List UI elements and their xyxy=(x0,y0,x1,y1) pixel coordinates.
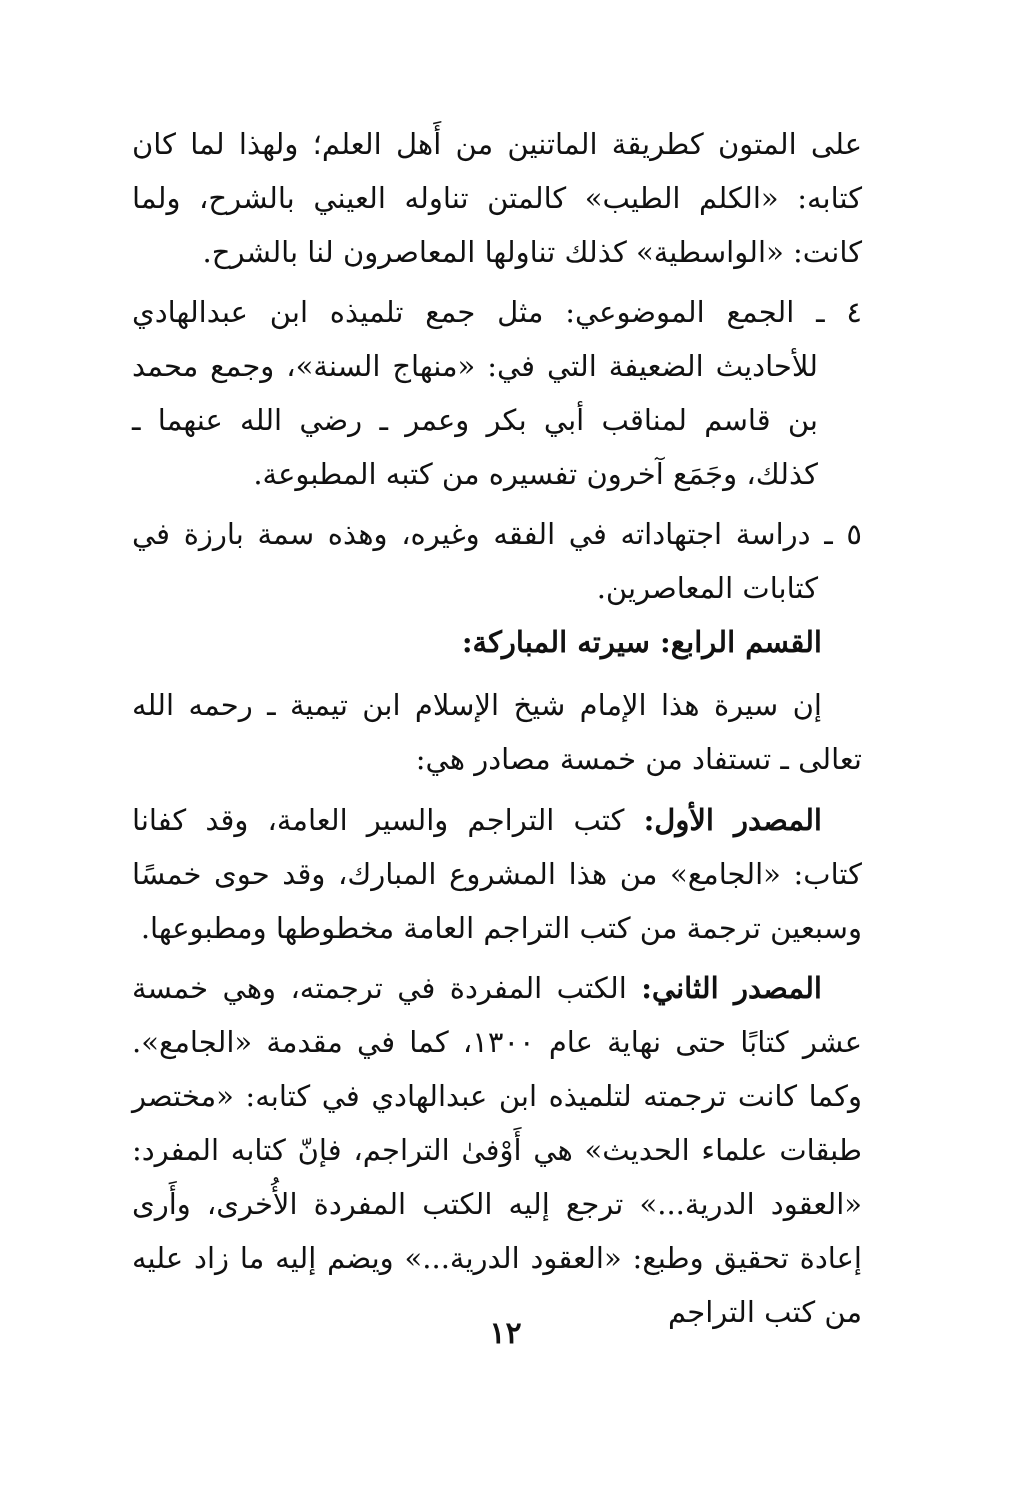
source-label: المصدر الثاني: xyxy=(641,971,822,1005)
source-label: المصدر الأول: xyxy=(643,803,822,837)
list-item-text: ٤ ـ الجمع الموضوعي: مثل جمع تلميذه ابن عبدالهادي للأحاديث الضعيفة التي في: «منهاج السنة»، وجمع محمد بن قاسم لمناقب أبي بكر وعمر ـ رضي الله عنهما ـ كذلك، وجَمَع آخرون تفسيره من كتبه المطبوعة. xyxy=(132,295,862,491)
list-item-4 xyxy=(132,285,862,501)
paragraph-text: إن سيرة هذا الإمام شيخ الإسلام ابن تيمية ـ رحمه الله تعالى ـ تستفاد من خمسة مصادر هي: xyxy=(132,688,862,776)
page-number: ١٢ xyxy=(489,1316,522,1351)
paragraph-body xyxy=(132,961,862,1339)
paragraph-intro xyxy=(132,678,862,786)
list-item-text: ٥ ـ دراسة اجتهاداته في الفقه وغيره، وهذه سمة بارزة في كتابات المعاصرين. xyxy=(132,517,862,605)
list-item-5 xyxy=(132,507,862,615)
source-text: كتب التراجم والسير العامة، وقد كفانا كتاب: «الجامع» من هذا المشروع المبارك، وقد حوى خمسًا وسبعين ترجمة من كتب التراجم العامة مخطوطها ومطبوعها. xyxy=(132,803,862,945)
paragraph-source-1 xyxy=(132,793,862,955)
paragraph-body xyxy=(132,793,862,955)
paragraph-text: على المتون كطريقة الماتنين من أَهل العلم؛ ولهذا لما كان كتابه: «الكلم الطيب» كالمتن تناوله العيني بالشرح، ولما كانت: «الواسطية» كذلك تناولها المعاصرون لنا بالشرح. xyxy=(132,127,862,269)
paragraph-continuation xyxy=(132,117,862,279)
section-heading xyxy=(132,615,862,669)
section-heading-text: القسم الرابع: سيرته المباركة: xyxy=(461,625,822,659)
source-text: الكتب المفردة في ترجمته، وهي خمسة عشر كتابًا حتى نهاية عام ١٣٠٠، كما في مقدمة «الجامع». وكما كانت ترجمته لتلميذه ابن عبدالهادي في كتابه: «مختصر طبقات علماء الحديث» هي أَوْفىٰ التراجم، فإنّ كتابه المفرد: «العقود الدرية...» ترجع إليه الكتب المفردة الأُخرى، وأَرى إعادة تحقيق وطبع: «العقود الدرية...» ويضم إليه ما زاد عليه من كتب التراجم xyxy=(132,971,862,1329)
paragraph-source-2 xyxy=(132,961,862,1339)
